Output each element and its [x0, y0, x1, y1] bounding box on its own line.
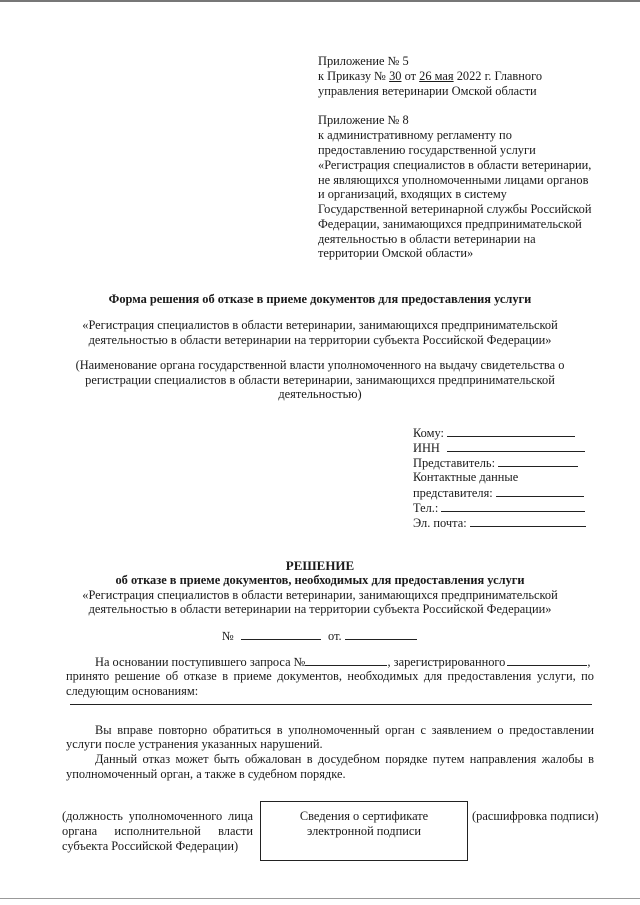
number-field[interactable] [241, 628, 321, 640]
position-line: органа исполнительной власти [62, 824, 253, 838]
registered-date-field[interactable] [507, 654, 587, 666]
date-field[interactable] [345, 628, 417, 640]
grounds-field[interactable] [70, 704, 592, 705]
paragraph1-end: , [587, 655, 591, 669]
scan-edge-top [0, 0, 640, 2]
appendix8-title: Приложение № 8 [318, 113, 409, 127]
certificate-line: Сведения о сертификате [299, 809, 429, 823]
appendix5-title: Приложение № 5 [318, 54, 409, 68]
order-from: от [404, 69, 417, 83]
order-date: 26 мая [419, 69, 454, 83]
phone-label: Тел.: [413, 501, 439, 515]
paragraph3-line2: уполномоченный орган, а также в судебном порядке. [66, 767, 346, 781]
contact-field[interactable] [496, 485, 584, 497]
authority-line: (Наименование органа государственной власти уполномоченного на выдачу свидетельства о [75, 358, 565, 372]
inn-label: ИНН [413, 441, 440, 455]
position-line: субъекта Российской Федерации) [62, 839, 239, 853]
appendix8-line: предоставлению государственной услуги [318, 143, 536, 157]
appendix8-line: Государственной ветеринарной службы Российской [318, 202, 592, 216]
recipient-to [413, 425, 575, 441]
paragraph3-line1: Данный отказ может быть обжалован в досудебном порядке путем направления жалобы в [95, 752, 594, 766]
decryption-label: (расшифровка подписи) [472, 809, 599, 823]
phone-field[interactable] [441, 500, 585, 512]
paragraph1-line1 [95, 654, 591, 670]
appendix8-line: «Регистрация специалистов в области ветеринарии, [318, 158, 592, 172]
recipient-inn [413, 440, 585, 456]
number-label: № [222, 629, 234, 643]
appendix8-line: деятельностью в области ветеринарии на [318, 232, 536, 246]
to-field[interactable] [447, 425, 575, 437]
recipient-representative [413, 455, 578, 471]
appendix8-line: к административному регламенту по [318, 128, 512, 142]
order-year: 2022 г. Главного [456, 69, 543, 83]
representative-label: Представитель: [413, 456, 496, 470]
representative-field[interactable] [498, 455, 578, 467]
order-number: 30 [389, 69, 402, 83]
recipient-contact [413, 485, 584, 501]
order-line3: управления ветеринарии Омской области [318, 84, 537, 98]
position-line: (должность уполномоченного лица [62, 809, 253, 823]
decision-service-line: «Регистрация специалистов в области ветеринарии, занимающихся предпринимательской [82, 588, 558, 602]
decision-number-date [222, 628, 417, 644]
authority-line: регистрации специалистов в области ветеринарии, занимающихся предпринимательской [85, 373, 555, 387]
recipient-phone [413, 500, 585, 516]
form-title: Форма решения об отказе в приеме документов для предоставления услуги [108, 292, 532, 306]
inn-field[interactable] [447, 440, 585, 452]
appendix8-line: Федерации, занимающихся предпринимательской [318, 217, 582, 231]
appendix8-line: территории Омской области» [318, 246, 474, 260]
order-reference [318, 69, 542, 84]
decision-subtitle: об отказе в приеме документов, необходимых для предоставления услуги [115, 573, 525, 587]
decision-title: РЕШЕНИЕ [285, 558, 355, 573]
date-label: от. [328, 629, 342, 643]
paragraph1-mid: , зарегистрированного [387, 655, 506, 669]
certificate-line: электронной подписи [307, 824, 421, 838]
paragraph2-line1: Вы вправе повторно обратиться в уполномоченный орган с заявлением о предоставлении [95, 723, 594, 737]
appendix8-line: не являющихся уполномоченными лицами органов [318, 173, 589, 187]
service-name-line: деятельностью в области ветеринарии на территории субъекта Российской Федерации» [88, 333, 552, 347]
appendix8-line: и организаций, входящих в систему [318, 187, 507, 201]
request-number-field[interactable] [305, 654, 387, 666]
contact-label-1: Контактные данные [413, 470, 519, 484]
contact-label-2: представителя: [413, 486, 493, 500]
email-label: Эл. почта: [413, 516, 467, 530]
scan-edge-bottom [0, 898, 640, 899]
service-name-line: «Регистрация специалистов в области ветеринарии, занимающихся предпринимательской [82, 318, 558, 332]
order-prefix: к Приказу № [318, 69, 386, 83]
recipient-email [413, 515, 586, 531]
paragraph1-line3: следующим основаниям: [66, 684, 199, 698]
paragraph1-line2: принято решение об отказе в приеме документов, необходимых для предоставления услуги, по [66, 669, 594, 683]
authority-line: деятельностью) [278, 387, 362, 401]
paragraph1-start: На основании поступившего запроса № [95, 655, 306, 669]
decision-service-line: деятельностью в области ветеринарии на территории субъекта Российской Федерации» [88, 602, 552, 616]
to-label: Кому: [413, 426, 444, 440]
paragraph2-line2: услуги после устранения указанных нарушений. [66, 737, 323, 751]
email-field[interactable] [470, 515, 586, 527]
